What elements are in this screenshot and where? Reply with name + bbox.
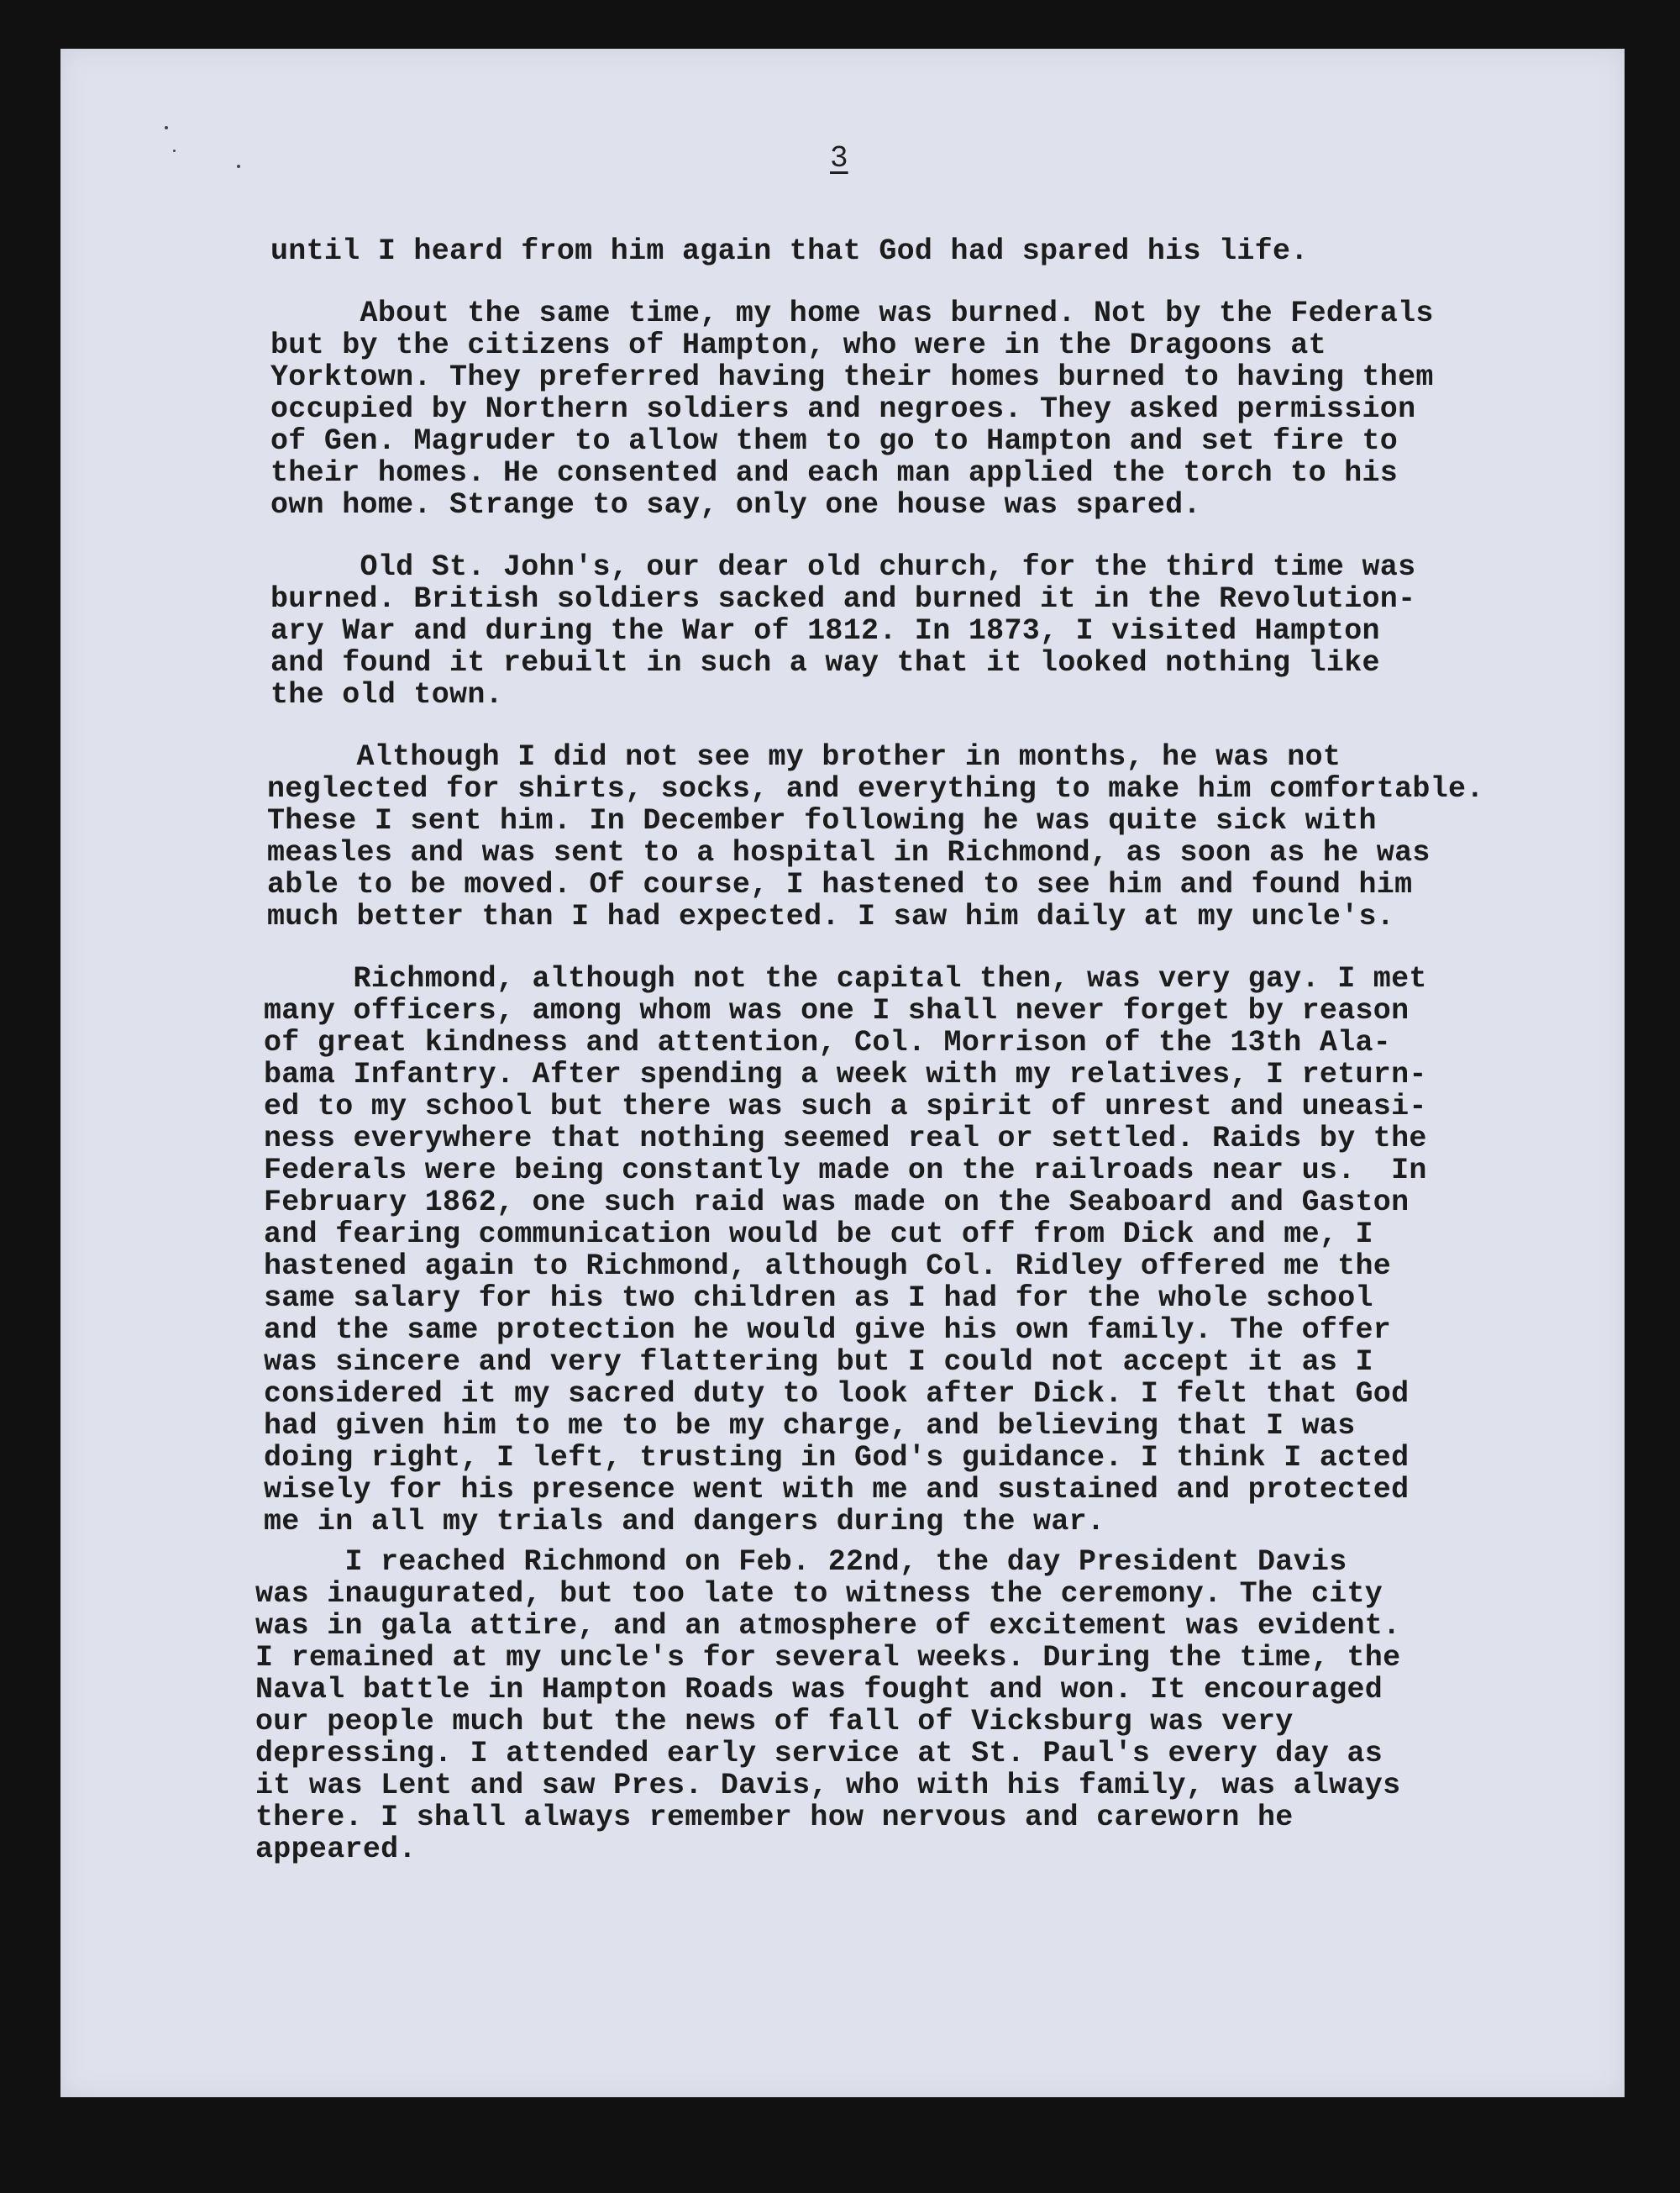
- text-line: I reached Richmond on Feb. 22nd, the day President Davis: [255, 1545, 1347, 1579]
- text-line: occupied by Northern soldiers and negroes. They asked permission: [270, 392, 1416, 426]
- page-number: 3: [830, 141, 848, 176]
- text-line: much better than I had expected. I saw him daily at my uncle's.: [267, 900, 1395, 933]
- text-line: Naval battle in Hampton Roads was fought and won. It encouraged: [255, 1673, 1383, 1707]
- text-line: Yorktown. They preferred having their homes burned to having them: [270, 360, 1434, 394]
- text-line: and found it rebuilt in such a way that it looked nothing like: [270, 646, 1380, 680]
- text-line: had given him to me to be my charge, and believing that I was: [264, 1409, 1356, 1443]
- text-line: neglected for shirts, socks, and everything to make him comfortable.: [267, 772, 1484, 806]
- text-line: I remained at my uncle's for several weeks. During the time, the: [255, 1641, 1401, 1675]
- text-line: bama Infantry. After spending a week with my relatives, I return-: [264, 1058, 1427, 1091]
- text-line: burned. British soldiers sacked and burned it in the Revolution-: [270, 582, 1416, 616]
- text-line: hastened again to Richmond, although Col. Ridley offered me the: [264, 1249, 1392, 1283]
- text-line: me in all my trials and dangers during the war.: [264, 1505, 1105, 1538]
- text-line: was sincere and very flattering but I could not accept it as I: [264, 1345, 1373, 1379]
- text-line: ed to my school but there was such a spirit of unrest and uneasi-: [264, 1090, 1427, 1123]
- text-line: Richmond, although not the capital then, was very gay. I met: [264, 962, 1427, 996]
- text-line: but by the citizens of Hampton, who were in the Dragoons at: [270, 329, 1326, 362]
- text-line: was inaugurated, but too late to witness the ceremony. The city: [255, 1577, 1383, 1611]
- text-line: it was Lent and saw Pres. Davis, who with his family, was always: [255, 1769, 1401, 1802]
- text-line: Federals were being constantly made on the railroads near us. In: [264, 1154, 1427, 1187]
- text-line: appeared.: [255, 1833, 417, 1866]
- text-line: Old St. John's, our dear old church, for the third time was: [270, 550, 1416, 584]
- paper-speck: [165, 126, 168, 129]
- text-line: February 1862, one such raid was made on the Seaboard and Gaston: [264, 1186, 1410, 1219]
- text-line: measles and was sent to a hospital in Richmond, as soon as he was: [267, 836, 1431, 870]
- text-line: own home. Strange to say, only one house was spared.: [270, 488, 1201, 522]
- text-line: of great kindness and attention, Col. Morrison of the 13th Ala-: [264, 1026, 1392, 1060]
- text-line: ness everywhere that nothing seemed real or settled. Raids by the: [264, 1122, 1427, 1155]
- text-line: considered it my sacred duty to look after Dick. I felt that God: [264, 1377, 1410, 1411]
- text-line: wisely for his presence went with me and sustained and protected: [264, 1473, 1410, 1507]
- text-line: our people much but the news of fall of Vicksburg was very: [255, 1705, 1294, 1738]
- paper-speck: [237, 165, 240, 168]
- text-line: many officers, among whom was one I shall never forget by reason: [264, 994, 1410, 1028]
- text-line: able to be moved. Of course, I hastened to see him and found him: [267, 868, 1413, 902]
- text-line: and the same protection he would give his own family. The offer: [264, 1313, 1392, 1347]
- text-line: their homes. He consented and each man applied the torch to his: [270, 456, 1399, 490]
- text-line: These I sent him. In December following he was quite sick with: [267, 804, 1377, 838]
- text-line: Although I did not see my brother in months, he was not: [267, 740, 1341, 774]
- paper-speck: [173, 150, 176, 152]
- text-line: ary War and during the War of 1812. In 1873, I visited Hampton: [270, 614, 1380, 648]
- text-line: doing right, I left, trusting in God's guidance. I think I acted: [264, 1441, 1410, 1475]
- text-line: About the same time, my home was burned. Not by the Federals: [270, 297, 1434, 330]
- text-line: was in gala attire, and an atmosphere of excitement was evident.: [255, 1609, 1401, 1643]
- text-line: of Gen. Magruder to allow them to go to Hampton and set fire to: [270, 424, 1399, 458]
- text-line: the old town.: [270, 678, 503, 712]
- text-line: there. I shall always remember how nervous and careworn he: [255, 1801, 1294, 1834]
- text-line: and fearing communication would be cut off from Dick and me, I: [264, 1217, 1373, 1251]
- text-line: same salary for his two children as I had for the whole school: [264, 1281, 1373, 1315]
- text-line: until I heard from him again that God had spared his life.: [270, 234, 1309, 268]
- text-line: depressing. I attended early service at St. Paul's every day as: [255, 1737, 1383, 1770]
